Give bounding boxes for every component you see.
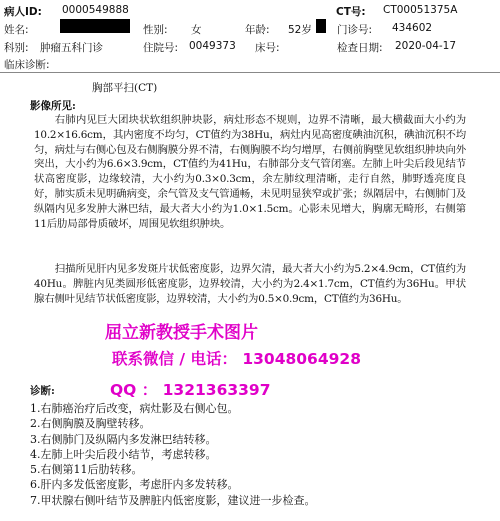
diagnosis-item: 3.右侧肺门及纵隔内多发淋巴结转移。: [30, 432, 217, 446]
diagnosis-item: 1.右肺癌治疗后改变，病灶影及右侧心包。: [30, 402, 239, 415]
clinical-diagnosis-label: 临床诊断:: [4, 59, 50, 71]
exam-date-value: 2020-04-17: [395, 40, 457, 52]
diagnosis-item: 2.右侧胸膜及胸壁转移。: [30, 417, 151, 431]
sex-label: 性别:: [143, 24, 168, 36]
diagnosis-item: 6.肝内多发低密度影，考虑肝内多发转移。: [30, 478, 239, 492]
dept-value: 肿瘤五科门诊: [40, 42, 103, 54]
report-header: [0, 0, 500, 70]
report-title: 胸部平扫(CT): [92, 82, 158, 94]
inpatient-no-value: 0049373: [189, 40, 236, 52]
diagnosis-item: 5.右侧第11后肋转移。: [30, 463, 143, 477]
findings-heading: 影像所见:: [30, 100, 76, 112]
name-label: 姓名:: [4, 24, 29, 36]
redacted-name: [60, 19, 130, 33]
patient-id-value: 0000549888: [62, 4, 129, 16]
age-label: 年龄:: [245, 24, 270, 36]
findings-paragraph-2: 扫描所见肝内见多发斑片状低密度影，边界欠清，最大者大小约为5.2×4.9cm，CT值约为40Hu。脾脏内见类圆形低密度影，边界较清，大小约为2.4×1.7cm，CT值约为36Hu。甲状腺右侧叶见结节状低密度影，边界较清，大小约为0.5×0.9cm，CT值约为36Hu。: [34, 263, 466, 305]
overlay-text-line-3: QQ ： 1321363397: [110, 381, 271, 399]
redacted-field: [316, 19, 326, 33]
bed-no-label: 床号:: [255, 42, 280, 54]
clinic-no-label: 门诊号:: [337, 24, 373, 36]
diagnosis-item: 4.左肺上叶尖后段小结节，考虑转移。: [30, 447, 217, 461]
diagnosis-list: [30, 401, 316, 508]
age-value: 52岁: [288, 24, 312, 36]
diagnosis-item: 7.甲状腺右侧叶结节及脾脏内低密度影，建议进一步检查。: [30, 493, 316, 507]
findings-paragraph-1: 右肺内见巨大团块状软组织肿块影，病灶形态不规则，边界不清晰，最大横截面大小约为10.2×16.6cm，其内密度不均匀，CT值约为38Hu，病灶内见高密度碘油沉积，碘油沉积不均匀，病灶与右侧心包及右侧胸膜分界不清，右侧胸膜不均匀增厚，右侧前胸壁见软组织肿块向外突出，大小约为6.6×3.9cm，CT值约为41Hu，右肺部分支气管闭塞。左肺上叶尖后段见结节状高密度影，边缘较清，大小约为0.3×0.3cm，余左肺纹理清晰，走行自然，肺野透亮度良好，肺实质未见明确病变，余气管及支气管通畅，未见明显狭窄或扩张；纵隔居中，右侧肺门及纵隔内见多发肿大淋巴结，最大者大小约为1.0×1.5cm。心影未见增大，胸廓无畸形，右侧第11后肋局部骨质破坏，周围见软组织肿块。: [34, 114, 466, 230]
ct-no-label: CT号:: [336, 6, 366, 18]
header-divider: [0, 72, 500, 73]
sex-value: 女: [191, 24, 202, 36]
patient-id-label: 病人ID:: [4, 6, 42, 18]
overlay-text-line-2: 联系微信 / 电话： 13048064928: [112, 350, 361, 368]
ct-no-value: CT00051375A: [383, 4, 458, 16]
clinic-no-value: 434602: [392, 22, 433, 34]
inpatient-no-label: 住院号:: [143, 42, 179, 54]
exam-date-label: 检查日期:: [337, 42, 383, 54]
dept-label: 科别:: [4, 42, 29, 54]
diagnosis-heading: 诊断:: [30, 385, 55, 397]
overlay-text-line-1: 屈立新教授手术图片: [105, 323, 258, 343]
